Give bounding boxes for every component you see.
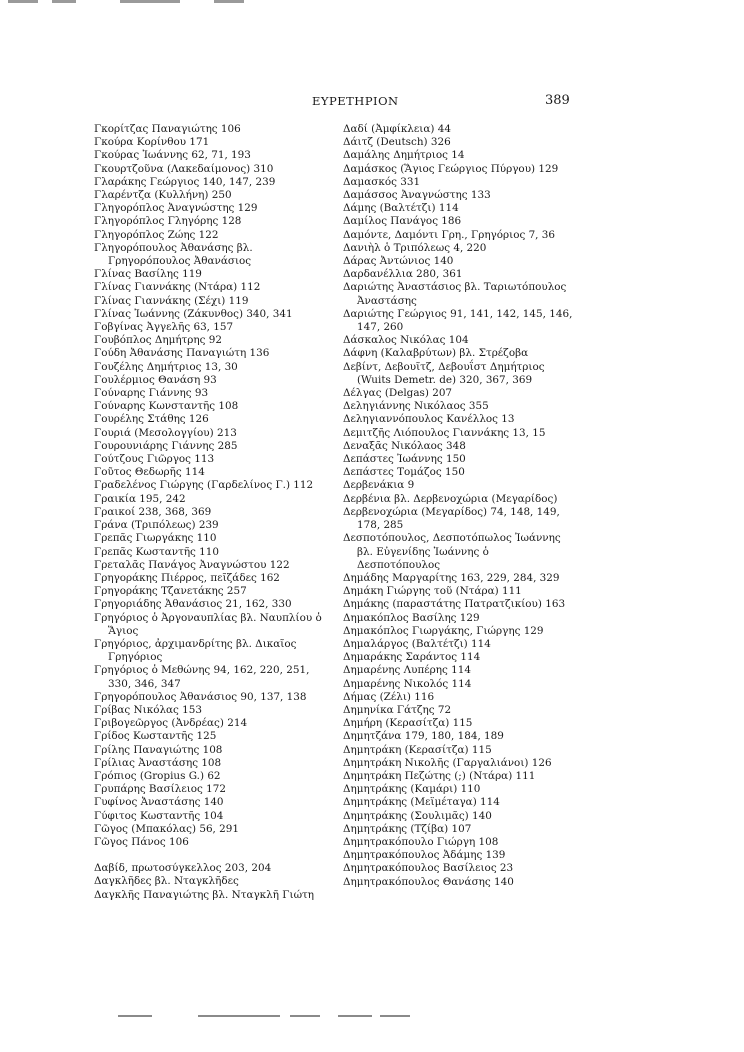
index-entry: Δαμάσσος Ἀναγνώστης 133 bbox=[343, 189, 491, 202]
index-entry: Γλίνας Γιαννάκης (Ντάρα) 112 bbox=[94, 281, 261, 294]
index-entry: Γρεταλᾶς Πανάγος Ἀναγνώστου 122 bbox=[94, 558, 290, 571]
page-header bbox=[0, 94, 744, 114]
index-entry: Γρηγόριος ὁ Ἀργοναυπλίας βλ. Ναυπλίου ὁ Ἅγιος bbox=[94, 611, 322, 637]
index-entry: Γρίλης Παναγιώτης 108 bbox=[94, 743, 223, 756]
index-entry: Γκορίτζας Παναγιώτης 106 bbox=[94, 123, 241, 135]
index-entry: Γλίνας Ἰωάννης (Ζάκυνθος) 340, 341 bbox=[94, 307, 293, 320]
index-entry: Γρηγοριάδης Ἀθανάσιος 21, 162, 330 bbox=[94, 598, 292, 611]
index-entry: Δανιὴλ ὁ Τριπόλεως 4, 220 bbox=[343, 241, 487, 254]
index-entry: Δημαρένης Νικολός 114 bbox=[343, 677, 472, 690]
index-entry: Δημακόπλος Γιωργάκης, Γιώργης 129 bbox=[343, 624, 544, 637]
index-entry: Δεπάστες Τομάζος 150 bbox=[343, 466, 465, 479]
index-entry: Γρίλιας Ἀναστάσης 108 bbox=[94, 756, 222, 769]
index-entry: Δημητράκης (Τζίβα) 107 bbox=[343, 822, 472, 835]
index-entry: Γούτζους Γιῶργος 113 bbox=[94, 453, 215, 466]
index-entry: Γούναρης Κωνσταντῆς 108 bbox=[94, 400, 239, 413]
index-entry: Δημητρακόπουλος Θανάσης 140 bbox=[343, 875, 514, 888]
index-column-left bbox=[94, 123, 322, 902]
index-entry: Δημητρακόπουλος Ἀδάμης 139 bbox=[343, 849, 506, 862]
index-entry: Γκούρας Ἰωάννης 62, 71, 193 bbox=[94, 149, 251, 162]
index-entry: Δάιτζ (Deutsch) 326 bbox=[343, 136, 451, 149]
bottom-edge-rules bbox=[0, 1015, 744, 1019]
index-entry: Γρηγόριος, ἀρχιμανδρίτης βλ. Δικαῖος Γρηγόριος bbox=[94, 637, 297, 664]
index-entry: Δερβένια βλ. Δερβενοχώρια (Μεγαρίδος) bbox=[343, 492, 558, 505]
index-entry: Δημητζάνα 179, 180, 184, 189 bbox=[343, 730, 504, 743]
index-entry: Γῶγος Πάνος 106 bbox=[94, 835, 189, 848]
index-entry: Γύφιτος Κωσταντῆς 104 bbox=[94, 809, 224, 822]
index-entry: Δημαρένης Λυπέρης 114 bbox=[343, 664, 471, 677]
index-entry: Γρηγοράκης Τζανετάκης 257 bbox=[94, 585, 247, 598]
index-entry: Δερβενάκια 9 bbox=[343, 479, 415, 492]
index-entry: Δαμίλος Πανάγος 186 bbox=[343, 215, 462, 228]
index-entry: Γρεπᾶς Κωσταντῆς 110 bbox=[94, 545, 220, 558]
index-entry: Γριβογεῶργος (Ἀνδρέας) 214 bbox=[94, 717, 248, 730]
index-entry: Δαριώτης Γεώργιος 91, 141, 142, 145, 146, 147, 260 bbox=[343, 307, 573, 334]
index-entry: Δαμασκός 331 bbox=[343, 175, 421, 188]
index-entry: Δάσκαλος Νικόλας 104 bbox=[343, 334, 469, 347]
index-entry: Γληγορόπλος Γληγόρης 128 bbox=[94, 215, 242, 228]
index-entry: Γλίνας Γιαννάκης (Σέχι) 119 bbox=[94, 294, 249, 307]
index-entry: Γρεπᾶς Γιωργάκης 110 bbox=[94, 532, 217, 545]
index-entry: Δημηνίκα Γάτζης 72 bbox=[343, 703, 452, 716]
index-entry: Δημαράκης Σαράντος 114 bbox=[343, 651, 481, 664]
index-entry: Γουζέλης Δημήτριος 13, 30 bbox=[94, 360, 238, 373]
index-entry: Γλίνας Βασίλης 119 bbox=[94, 268, 202, 281]
index-entry: Δεναξᾶς Νικόλαος 348 bbox=[343, 439, 466, 452]
index-entry: Δαρδανέλλια 280, 361 bbox=[343, 268, 463, 281]
index-entry: Γληγορόπλος Ἀναγνώστης 129 bbox=[94, 202, 258, 215]
index-entry: Δαγκλῆδες βλ. Νταγκλῆδες bbox=[94, 875, 239, 888]
index-entry: Γοβγίνας Ἀγγελῆς 63, 157 bbox=[94, 321, 234, 334]
index-entry: Γρηγορόπουλος Ἀθανάσιος 90, 137, 138 bbox=[94, 690, 307, 703]
index-entry: Δημητράκη Πεζώτης (;) (Ντάρα) 111 bbox=[343, 769, 536, 782]
index-entry: Δημαλάργος (Βαλτέτζι) 114 bbox=[343, 637, 491, 650]
index-column-right bbox=[343, 123, 573, 889]
index-entry: Δεβίντ, Δεβουῖτζ, Δεβουΐστ Δημήτριος (Wuits Demetr. de) 320, 367, 369 bbox=[343, 360, 545, 386]
index-entry: Γουρουνιάρης Γιάννης 285 bbox=[94, 439, 238, 452]
index-entry: Γρίβας Νικόλας 153 bbox=[94, 703, 203, 716]
index-entry: Γράνα (Τριπόλεως) 239 bbox=[94, 519, 219, 532]
index-entry: Δεσποτόπουλος, Δεσποτόπωλος Ἰωάννης βλ. Εὐγενίδης Ἰωάννης ὁ Δεσποτόπουλος bbox=[343, 532, 561, 571]
index-entry: Δημητράκης (Καμάρι) 110 bbox=[343, 783, 481, 796]
index-entry: Δημάδης Μαργαρίτης 163, 229, 284, 329 bbox=[343, 571, 560, 584]
index-entry: Δημητρακόπουλος Βασίλειος 23 bbox=[343, 862, 514, 875]
index-entry: Γῶγος (Μπακόλας) 56, 291 bbox=[94, 822, 239, 835]
index-entry: Δημήρη (Κερασίτζα) 115 bbox=[343, 717, 473, 730]
index-entry: Δαριώτης Ἀναστάσιος βλ. Ταριωτόπουλος Ἀναστάσης bbox=[343, 281, 567, 307]
index-entry: Δάφνη (Καλαβρύτων) βλ. Στρέζοβα bbox=[343, 347, 529, 360]
index-entry: Δεμιτζῆς Λιόπουλος Γιαννάκης 13, 15 bbox=[343, 426, 546, 439]
index-entry: Γουλέρμιος Θανάση 93 bbox=[94, 373, 217, 386]
index-entry: Γρυπάρης Βασίλειος 172 bbox=[94, 783, 227, 796]
index-entry: Γοῦτος Θεδωρῆς 114 bbox=[94, 466, 205, 479]
index-entry: Δημητράκη Νικολῆς (Γαργαλιάνοι) 126 bbox=[343, 756, 552, 769]
index-entry: Γληγορόπουλος Ἀθανάσης βλ. Γρηγορόπουλος Ἀθανάσιος bbox=[94, 241, 253, 268]
index-entry: Γραικία 195, 242 bbox=[94, 492, 186, 505]
index-entry: Γρηγόριος ὁ Μεθώνης 94, 162, 220, 251, 330, 346, 347 bbox=[94, 664, 310, 690]
index-entry: Δαβίδ, πρωτοσύγκελλος 203, 204 bbox=[94, 862, 272, 875]
index-entry: Δεληγιάννης Νικόλαος 355 bbox=[343, 400, 489, 413]
index-entry: Δημητράκης (Σουλιμᾶς) 140 bbox=[343, 809, 492, 822]
index-entry: Γλαρέντζα (Κυλλήνη) 250 bbox=[94, 189, 232, 202]
index-entry: Δαγκλῆς Παναγιώτης βλ. Νταγκλῆ Γιώτη bbox=[94, 888, 315, 901]
index-entry: Γραδελένος Γιώργης (Γαρδελίνος Γ.) 112 bbox=[94, 479, 314, 492]
index-entry: Δερβενοχώρια (Μεγαρίδος) 74, 148, 149, 178, 285 bbox=[343, 505, 560, 532]
index-entry: Δαμάσκος (Ἅγιος Γεώργιος Πύργου) 129 bbox=[343, 162, 559, 175]
index-entry: Γρηγοράκης Πιέρρος, πεῖζάδες 162 bbox=[94, 571, 280, 584]
index-entry: Δημητράκη (Κερασίτζα) 115 bbox=[343, 743, 492, 756]
index-entry: Γούναρης Γιάννης 93 bbox=[94, 387, 209, 400]
top-edge-marks bbox=[0, 0, 744, 6]
index-entry: Δημητράκης (Μεϊμέταγα) 114 bbox=[343, 796, 500, 809]
index-entry: Γρόπιος (Gropius G.) 62 bbox=[94, 769, 221, 782]
index-entry: Γλαράκης Γεώργιος 140, 147, 239 bbox=[94, 175, 276, 188]
index-entry: Δέλγας (Delgas) 207 bbox=[343, 387, 453, 400]
index-entry: Δαμόντε, Δαμόντι Γρη., Γρηγόριος 7, 36 bbox=[343, 228, 556, 241]
index-entry: Δεπάστες Ἰωάννης 150 bbox=[343, 453, 466, 466]
page-title: ΕΥΡΕΤΗΡΙΟΝ bbox=[312, 94, 399, 108]
index-entry: Γυφίνος Ἀναστάσης 140 bbox=[94, 796, 224, 809]
index-entry: Δαδί (Ἀμφίκλεια) 44 bbox=[343, 123, 451, 135]
index-entry: Γληγορόπλος Ζώης 122 bbox=[94, 228, 219, 241]
index-entry: Δαμάλης Δημήτριος 14 bbox=[343, 149, 465, 162]
index-entry: Γούδη Ἀθανάσης Παναγιώτη 136 bbox=[94, 347, 270, 360]
index-entry: Δάρας Ἀντώνιος 140 bbox=[343, 255, 454, 268]
index-entry: Γκούρα Κορίνθου 171 bbox=[94, 136, 210, 149]
index-entry: Δάμης (Βαλτέτζι) 114 bbox=[343, 202, 459, 215]
index-entry: Δήμας (Ζέλι) 116 bbox=[343, 690, 435, 703]
index-entry: Γκουρτζοῦνα (Λακεδαίμονος) 310 bbox=[94, 162, 274, 175]
index-entry: Γραικοί 238, 368, 369 bbox=[94, 505, 212, 518]
index-entry: Δημακόπλος Βασίλης 129 bbox=[343, 611, 480, 624]
index-entry: Δεληγιαννόπουλος Κανέλλος 13 bbox=[343, 413, 515, 426]
index-entry: Δημάκης (παραστάτης Πατρατζικίου) 163 bbox=[343, 598, 566, 611]
index-entry: Δημάκη Γιώργης τοῦ (Ντάρα) 111 bbox=[343, 585, 522, 598]
index-entry: Γουριά (Μεσολογγίου) 213 bbox=[94, 426, 237, 439]
page-number: 389 bbox=[545, 93, 570, 108]
index-entry: Δημητρακόπουλο Γιώργη 108 bbox=[343, 835, 499, 848]
index-entry: Γουρέλης Στάθης 126 bbox=[94, 413, 209, 426]
index-entry: Γρίδος Κωσταντῆς 125 bbox=[94, 730, 217, 743]
index-entry: Γουβόπλος Δημήτρης 92 bbox=[94, 334, 222, 347]
